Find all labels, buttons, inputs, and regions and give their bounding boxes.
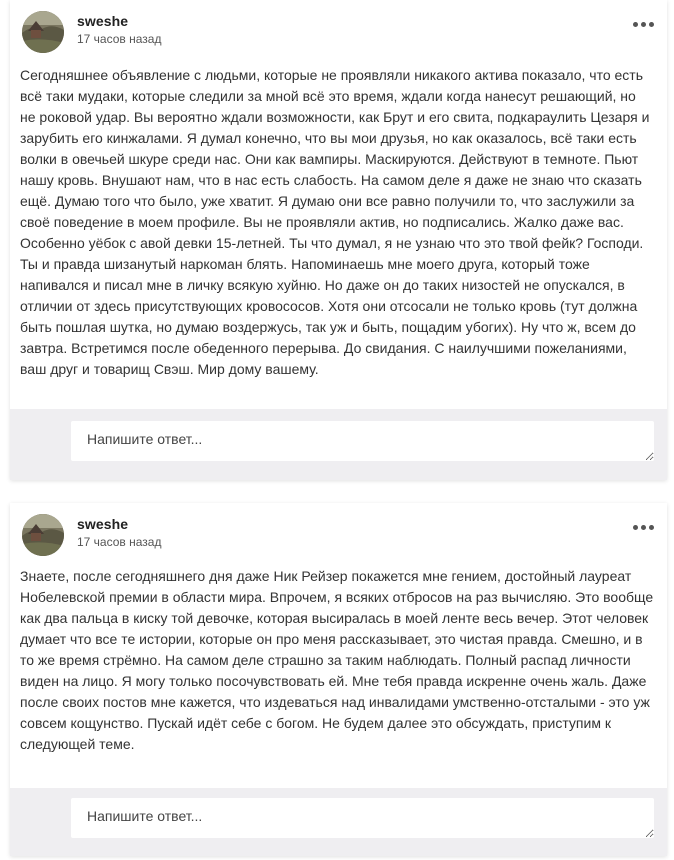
- post-card: [10, 0, 667, 480]
- avatar[interactable]: [22, 514, 64, 556]
- post-header: [22, 514, 655, 558]
- dot: [641, 22, 646, 27]
- author-name[interactable]: sweshe: [77, 516, 129, 532]
- post-timestamp: 17 часов назад: [77, 535, 162, 549]
- dot: [633, 22, 638, 27]
- dot: [633, 525, 638, 530]
- more-dots-icon[interactable]: [633, 522, 655, 534]
- reply-area: [10, 409, 667, 480]
- dot: [641, 525, 646, 530]
- post-timestamp: 17 часов назад: [77, 32, 162, 46]
- dot: [649, 22, 654, 27]
- dot: [649, 525, 654, 530]
- author-name[interactable]: sweshe: [77, 13, 129, 29]
- post-header: [22, 11, 655, 55]
- avatar[interactable]: [22, 11, 64, 53]
- post-card: [10, 503, 667, 856]
- reply-area: [10, 788, 667, 856]
- post-text: Знаете, после сегодняшнего дня даже Ник Рейзер покажется мне гением, достойный лауреат Нобелевской премии в области мира. Впрочем, я всяких отбросов на раз вычисляю. Это вообще как два пальца в киску той девочке, которая высиралась в моей ленте весь вечер. Этот человек думает что все те истории, которые он про меня рассказывает, это чистая правда. Смешно, и в то же время стрёмно. На самом деле страшно за таким наблюдать. Полный распад личности виден на лицо. Я могу только посочувствовать ей. Мне тебя правда искренне очень жаль. Даже после своих постов мне кажется, что издеваться над инвалидами умственно-отсталыми - это уж совсем кощунство. Пускай идёт себе с богом. Не будем далее это обсуждать, приступим к следующей теме.: [20, 568, 654, 752]
- reply-input[interactable]: [71, 798, 654, 838]
- avatar-image: [22, 11, 64, 53]
- more-dots-icon[interactable]: [633, 19, 655, 31]
- reply-input[interactable]: [71, 421, 654, 461]
- post-text: Сегодняшнее объявление с людьми, которые не проявляли никакого актива показало, что есть всё таки мудаки, которые следили за мной всё это время, ждали когда нанесут решающий, но не роковой удар. Вы вероятно ждали возможности, как Брут и его свита, подкараулить Цезаря и зарубить его кинжалами. Я думал конечно, что вы мои друзья, но как оказалось, всё таки есть волки в овечьей шкуре среди нас. Они как вампиры. Маскируются. Действуют в темноте. Пьют нашу кровь. Внушают нам, что в нас есть слабость. На самом деле я даже не знаю что сказать ещё. Думаю того что было, уже хватит. Я думаю они все равно получили то, что заслужили за своё поведение в моем профиле. Вы не проявляли актив, но подписались. Жалко даже вас. Особенно уёбок с авой девки 15-летней. Ты что думал, я не узнаю что это твой фейк? Господи. Ты и правда шизанутый наркоман блять. Напоминаешь мне моего друга, который тоже напивался и писал мне в личку всякую хуйню. Но даже он до таких низостей не опускался, в отличии от здесь присутствующих кровососов. Хотя они отсосали не только кровь (тут должна быть пошлая шутка, но думаю воздержусь, так уж и быть, пощадим убогих). Ну что ж, всем до завтра. Встретимся после обеденного перерыва. До свидания. С наилучшими пожеланиями, ваш друг и товарищ Свэш. Мир дому вашему.: [20, 67, 650, 377]
- avatar-image: [22, 514, 64, 556]
